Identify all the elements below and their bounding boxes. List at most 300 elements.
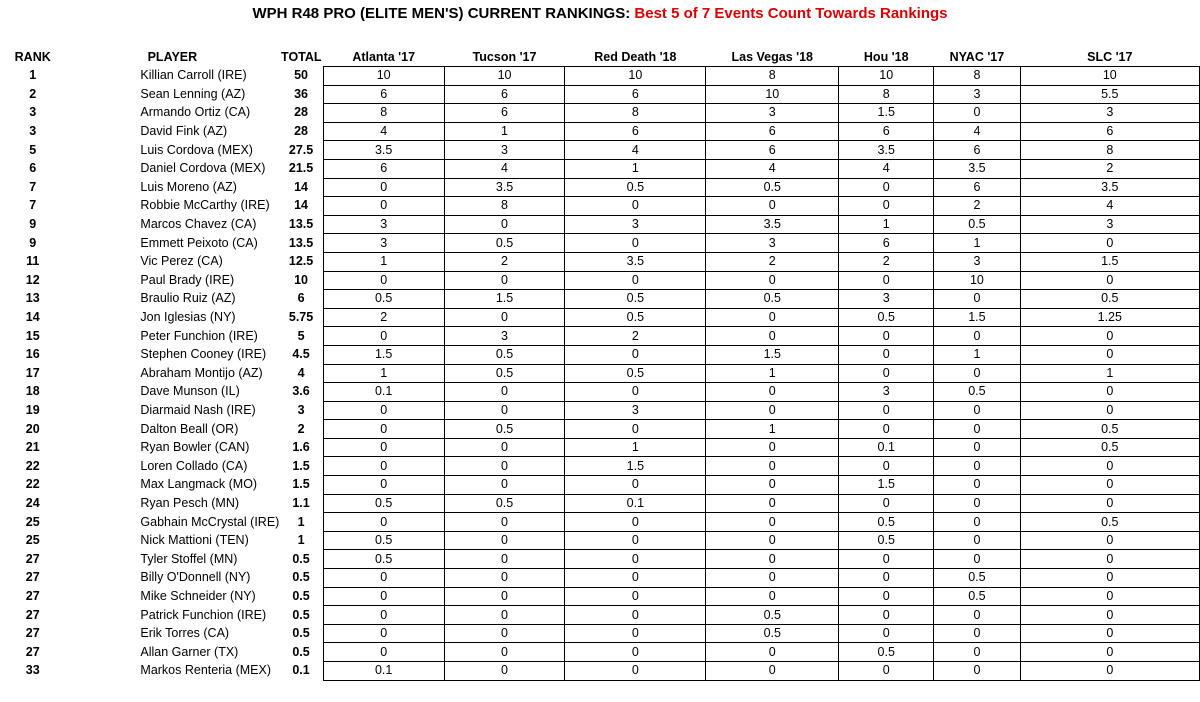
score-cell: 0: [706, 401, 839, 420]
score-cell: 1: [1020, 364, 1199, 383]
score-cell: 0: [934, 662, 1020, 681]
score-cell: 8: [444, 197, 565, 216]
score-cell: 0: [323, 587, 444, 606]
score-cell: 3.5: [934, 159, 1020, 178]
score-cell: 2: [565, 327, 706, 346]
score-cell: 0.5: [839, 308, 934, 327]
table-row: [0, 457, 1200, 476]
total-cell: 0.5: [292, 570, 310, 585]
score-cell: 0.5: [934, 587, 1020, 606]
score-cell: 0: [323, 438, 444, 457]
table-row: [0, 624, 1200, 643]
score-cell: 6: [323, 159, 444, 178]
score-cell: 0: [1020, 383, 1199, 402]
header-row: [0, 48, 1200, 67]
score-cell: 4: [565, 141, 706, 160]
player-cell: Loren Collado (CA): [140, 458, 248, 473]
score-cell: 0: [565, 345, 706, 364]
rank-cell: 17: [25, 365, 40, 380]
rank-cell: 20: [25, 421, 40, 436]
score-cell: 0.1: [323, 383, 444, 402]
score-cell: 2: [706, 252, 839, 271]
score-cell: 0: [839, 606, 934, 625]
rank-cell: 15: [25, 328, 40, 343]
player-cell: Dave Munson (IL): [140, 384, 240, 399]
rank-cell: 27: [25, 551, 40, 566]
score-cell: 6: [839, 122, 934, 141]
total-cell: 0.5: [292, 607, 310, 622]
score-cell: 3: [839, 290, 934, 309]
header-event: Red Death '18: [594, 50, 677, 64]
table-row: [0, 643, 1200, 662]
player-cell: Allan Garner (TX): [140, 644, 239, 659]
total-cell: 36: [294, 86, 308, 101]
total-cell: 6: [297, 291, 305, 306]
score-cell: 0: [934, 550, 1020, 569]
player-cell: Braulio Ruiz (AZ): [140, 291, 236, 306]
score-cell: 1: [323, 364, 444, 383]
rank-cell: 9: [29, 235, 37, 250]
player-cell: Tyler Stoffel (MN): [140, 551, 238, 566]
score-cell: 3: [934, 85, 1020, 104]
rank-cell: 2: [29, 86, 37, 101]
score-cell: 0: [706, 643, 839, 662]
header-total: TOTAL: [281, 50, 322, 65]
score-cell: 0: [934, 420, 1020, 439]
score-cell: 0: [1020, 531, 1199, 550]
total-cell: 50: [294, 68, 308, 83]
score-cell: 0: [706, 383, 839, 402]
score-cell: 0: [839, 364, 934, 383]
total-cell: 0.1: [292, 663, 310, 678]
table-row: [0, 178, 1200, 197]
table-row: [0, 401, 1200, 420]
score-cell: 0: [323, 401, 444, 420]
score-cell: 0: [1020, 550, 1199, 569]
score-cell: 1: [323, 252, 444, 271]
score-cell: 0: [839, 662, 934, 681]
score-cell: 0.5: [706, 624, 839, 643]
score-cell: 3: [1020, 215, 1199, 234]
score-cell: 5.5: [1020, 85, 1199, 104]
total-cell: 0.5: [292, 588, 310, 603]
table-row: [0, 606, 1200, 625]
score-cell: 0: [323, 457, 444, 476]
rank-cell: 11: [26, 254, 40, 269]
total-cell: 1: [297, 533, 305, 548]
player-cell: David Fink (AZ): [140, 124, 228, 139]
rank-cell: 7: [29, 198, 37, 213]
score-cell: 10: [839, 67, 934, 86]
score-cell: 0: [565, 197, 706, 216]
score-cell: 8: [1020, 141, 1199, 160]
score-cell: 0: [444, 438, 565, 457]
player-cell: Killian Carroll (IRE): [140, 68, 247, 83]
score-cell: 0: [706, 457, 839, 476]
score-cell: 0: [706, 550, 839, 569]
score-cell: 6: [934, 178, 1020, 197]
score-cell: 10: [323, 67, 444, 86]
score-cell: 0: [934, 327, 1020, 346]
player-cell: Armando Ortiz (CA): [140, 105, 251, 120]
score-cell: 1.5: [1020, 252, 1199, 271]
table-row: [0, 327, 1200, 346]
score-cell: 0: [444, 476, 565, 495]
table-row: [0, 420, 1200, 439]
table-row: [0, 662, 1200, 681]
score-cell: 2: [839, 252, 934, 271]
table-row: [0, 345, 1200, 364]
score-cell: 3: [934, 252, 1020, 271]
player-cell: Max Langmack (MO): [140, 477, 258, 492]
rank-cell: 13: [25, 291, 40, 306]
total-cell: 1.6: [292, 440, 310, 455]
score-cell: 0.5: [565, 308, 706, 327]
score-cell: 0: [839, 624, 934, 643]
header-event: Tucson '17: [472, 50, 537, 64]
score-cell: 6: [706, 141, 839, 160]
score-cell: 3: [1020, 104, 1199, 123]
score-cell: 0: [323, 197, 444, 216]
score-cell: 1.5: [565, 457, 706, 476]
score-cell: 0: [706, 271, 839, 290]
score-cell: 3: [839, 383, 934, 402]
total-cell: 10: [294, 272, 308, 287]
table-row: [0, 550, 1200, 569]
score-cell: 1: [934, 345, 1020, 364]
score-cell: 10: [706, 85, 839, 104]
player-cell: Robbie McCarthy (IRE): [140, 198, 270, 213]
score-cell: 0: [934, 606, 1020, 625]
score-cell: 0: [323, 420, 444, 439]
score-cell: 0: [1020, 457, 1199, 476]
total-cell: 4.5: [292, 347, 310, 362]
total-cell: 5: [297, 328, 305, 343]
player-cell: Paul Brady (IRE): [140, 272, 235, 287]
score-cell: 1: [565, 438, 706, 457]
player-cell: Daniel Cordova (MEX): [140, 161, 266, 176]
score-cell: 0: [1020, 569, 1199, 588]
header-player: PLAYER: [147, 50, 198, 65]
score-cell: 3: [323, 215, 444, 234]
rank-cell: 3: [29, 124, 37, 139]
score-cell: 0: [444, 513, 565, 532]
score-cell: 3: [444, 327, 565, 346]
title-main: WPH R48 PRO (ELITE MEN'S) CURRENT RANKINGS:: [252, 5, 631, 22]
score-cell: 0: [706, 308, 839, 327]
rank-cell: 24: [25, 495, 40, 510]
table-row: [0, 122, 1200, 141]
table-row: [0, 85, 1200, 104]
score-cell: 1.5: [839, 104, 934, 123]
score-cell: 0: [706, 662, 839, 681]
rank-cell: 19: [25, 402, 40, 417]
score-cell: 1.5: [839, 476, 934, 495]
score-cell: 0: [1020, 606, 1199, 625]
score-cell: 4: [839, 159, 934, 178]
score-cell: 0: [444, 569, 565, 588]
score-cell: 6: [565, 85, 706, 104]
score-cell: 0: [565, 643, 706, 662]
table-row: [0, 364, 1200, 383]
total-cell: 5.75: [288, 310, 314, 325]
total-cell: 27.5: [288, 142, 314, 157]
table-row: [0, 234, 1200, 253]
total-cell: 1.5: [292, 458, 310, 473]
score-cell: 0: [1020, 624, 1199, 643]
score-cell: 8: [934, 67, 1020, 86]
score-cell: 0: [444, 531, 565, 550]
rank-cell: 1: [29, 68, 37, 83]
score-cell: 0: [934, 364, 1020, 383]
score-cell: 0: [565, 587, 706, 606]
score-cell: 0: [839, 271, 934, 290]
score-cell: 0: [565, 476, 706, 495]
score-cell: 3.5: [706, 215, 839, 234]
score-cell: 0.5: [444, 345, 565, 364]
score-cell: 8: [323, 104, 444, 123]
score-cell: 0: [565, 271, 706, 290]
rank-cell: 5: [29, 142, 37, 157]
score-cell: 6: [1020, 122, 1199, 141]
player-cell: Peter Funchion (IRE): [140, 328, 258, 343]
score-cell: 0.5: [444, 420, 565, 439]
table-row: [0, 531, 1200, 550]
total-cell: 1.1: [292, 495, 310, 510]
score-cell: 3: [323, 234, 444, 253]
score-cell: 0.5: [934, 569, 1020, 588]
table-row: [0, 513, 1200, 532]
score-cell: 0: [934, 624, 1020, 643]
score-cell: 0: [565, 662, 706, 681]
score-cell: 0.5: [565, 290, 706, 309]
table-row: [0, 308, 1200, 327]
total-cell: 0.5: [292, 551, 310, 566]
rank-cell: 18: [25, 384, 40, 399]
score-cell: 0: [839, 494, 934, 513]
score-cell: 0: [839, 569, 934, 588]
score-cell: 2: [1020, 159, 1199, 178]
total-cell: 13.5: [288, 217, 314, 232]
header-event: SLC '17: [1087, 50, 1133, 64]
rank-cell: 21: [25, 440, 40, 455]
score-cell: 10: [444, 67, 565, 86]
total-cell: 14: [294, 179, 308, 194]
total-cell: 28: [294, 124, 308, 139]
rank-cell: 27: [25, 644, 40, 659]
score-cell: 0: [839, 401, 934, 420]
score-cell: 2: [323, 308, 444, 327]
score-cell: 6: [706, 122, 839, 141]
score-cell: 1.5: [934, 308, 1020, 327]
total-cell: 28: [294, 105, 308, 120]
total-cell: 0.5: [292, 644, 310, 659]
total-cell: 12.5: [288, 254, 314, 269]
score-cell: 2: [444, 252, 565, 271]
score-cell: 0: [444, 606, 565, 625]
score-cell: 6: [839, 234, 934, 253]
score-cell: 1: [839, 215, 934, 234]
total-cell: 0.5: [292, 626, 310, 641]
score-cell: 0.5: [565, 178, 706, 197]
score-cell: 1: [706, 364, 839, 383]
score-cell: 3.5: [1020, 178, 1199, 197]
score-cell: 0: [323, 643, 444, 662]
score-cell: 8: [706, 67, 839, 86]
total-cell: 3.6: [292, 384, 310, 399]
rank-cell: 6: [29, 161, 37, 176]
score-cell: 0: [934, 494, 1020, 513]
score-cell: 0.5: [444, 364, 565, 383]
score-cell: 0: [706, 197, 839, 216]
player-cell: Stephen Cooney (IRE): [140, 347, 267, 362]
score-cell: 0: [323, 569, 444, 588]
score-cell: 0: [706, 587, 839, 606]
score-cell: 0.5: [1020, 290, 1199, 309]
header-event: Atlanta '17: [352, 50, 416, 64]
table-row: [0, 290, 1200, 309]
rank-cell: 27: [25, 588, 40, 603]
header-event: NYAC '17: [949, 50, 1005, 64]
score-cell: 0: [565, 624, 706, 643]
score-cell: 0: [444, 215, 565, 234]
table-row: [0, 569, 1200, 588]
score-cell: 6: [323, 85, 444, 104]
score-cell: 10: [934, 271, 1020, 290]
score-cell: 3: [565, 401, 706, 420]
rank-cell: 25: [25, 533, 40, 548]
score-cell: 0: [839, 420, 934, 439]
score-cell: 0: [323, 178, 444, 197]
player-cell: Diarmaid Nash (IRE): [140, 402, 256, 417]
player-cell: Luis Cordova (MEX): [140, 142, 253, 157]
score-cell: 0: [934, 438, 1020, 457]
score-cell: 1.5: [444, 290, 565, 309]
score-cell: 0.5: [839, 643, 934, 662]
score-cell: 0: [565, 234, 706, 253]
page-title: [0, 5, 1200, 22]
score-cell: 0: [706, 327, 839, 346]
score-cell: 10: [565, 67, 706, 86]
rank-cell: 22: [25, 458, 40, 473]
score-cell: 10: [1020, 67, 1199, 86]
player-cell: Markos Renteria (MEX): [140, 663, 271, 678]
score-cell: 0: [934, 476, 1020, 495]
score-cell: 0.5: [839, 513, 934, 532]
score-cell: 0: [565, 550, 706, 569]
rank-cell: 25: [25, 514, 40, 529]
score-cell: 0: [706, 531, 839, 550]
score-cell: 0: [934, 401, 1020, 420]
score-cell: 0: [565, 569, 706, 588]
score-cell: 1: [706, 420, 839, 439]
total-cell: 14: [294, 198, 308, 213]
score-cell: 0.5: [1020, 513, 1199, 532]
score-cell: 6: [444, 104, 565, 123]
score-cell: 0: [444, 550, 565, 569]
score-cell: 4: [323, 122, 444, 141]
score-cell: 2: [934, 197, 1020, 216]
total-cell: 4: [297, 365, 305, 380]
player-cell: Abraham Montijo (AZ): [140, 365, 263, 380]
score-cell: 0.5: [934, 215, 1020, 234]
score-cell: 0: [565, 531, 706, 550]
score-cell: 0: [706, 513, 839, 532]
score-cell: 0.5: [323, 531, 444, 550]
rankings-body: [0, 67, 1200, 681]
score-cell: 0.1: [839, 438, 934, 457]
rank-cell: 27: [25, 626, 40, 641]
score-cell: 0.5: [323, 550, 444, 569]
rank-cell: 33: [25, 663, 40, 678]
score-cell: 0.5: [444, 494, 565, 513]
player-cell: Ryan Pesch (MN): [140, 495, 240, 510]
title-subtitle: Best 5 of 7 Events Count Towards Rankings: [634, 5, 948, 22]
table-row: [0, 141, 1200, 160]
score-cell: 0.1: [323, 662, 444, 681]
total-cell: 2: [297, 421, 305, 436]
table-row: [0, 587, 1200, 606]
player-cell: Emmett Peixoto (CA): [140, 235, 258, 250]
score-cell: 0: [444, 643, 565, 662]
total-cell: 21.5: [288, 161, 314, 176]
table-row: [0, 159, 1200, 178]
score-cell: 0: [1020, 401, 1199, 420]
score-cell: 3: [444, 141, 565, 160]
table-row: [0, 438, 1200, 457]
table-row: [0, 383, 1200, 402]
score-cell: 0.5: [1020, 438, 1199, 457]
score-cell: 0: [444, 457, 565, 476]
header-event: Hou '18: [863, 50, 909, 64]
score-cell: 0.5: [706, 606, 839, 625]
total-cell: 3: [297, 402, 305, 417]
score-cell: 0: [1020, 643, 1199, 662]
score-cell: 8: [839, 85, 934, 104]
score-cell: 0: [565, 383, 706, 402]
score-cell: 6: [444, 85, 565, 104]
header-event: Las Vegas '18: [731, 50, 814, 64]
score-cell: 0: [1020, 587, 1199, 606]
score-cell: 0: [839, 587, 934, 606]
score-cell: 0.5: [323, 290, 444, 309]
rank-cell: 16: [25, 347, 40, 362]
score-cell: 4: [706, 159, 839, 178]
rank-cell: 27: [25, 570, 40, 585]
score-cell: 3.5: [323, 141, 444, 160]
score-cell: 3.5: [565, 252, 706, 271]
score-cell: 0: [1020, 327, 1199, 346]
total-cell: 1: [297, 514, 305, 529]
score-cell: 0: [839, 550, 934, 569]
score-cell: 0.5: [323, 494, 444, 513]
score-cell: 6: [565, 122, 706, 141]
score-cell: 1.5: [323, 345, 444, 364]
score-cell: 0: [444, 662, 565, 681]
header-rank: RANK: [14, 50, 51, 65]
score-cell: 1: [565, 159, 706, 178]
score-cell: 0: [323, 476, 444, 495]
score-cell: 0: [706, 494, 839, 513]
score-cell: 6: [934, 141, 1020, 160]
score-cell: 0: [839, 457, 934, 476]
table-row: [0, 252, 1200, 271]
player-cell: Marcos Chavez (CA): [140, 217, 257, 232]
score-cell: 0: [706, 569, 839, 588]
score-cell: 0.1: [565, 494, 706, 513]
rank-cell: 22: [25, 477, 40, 492]
score-cell: 0.5: [934, 383, 1020, 402]
